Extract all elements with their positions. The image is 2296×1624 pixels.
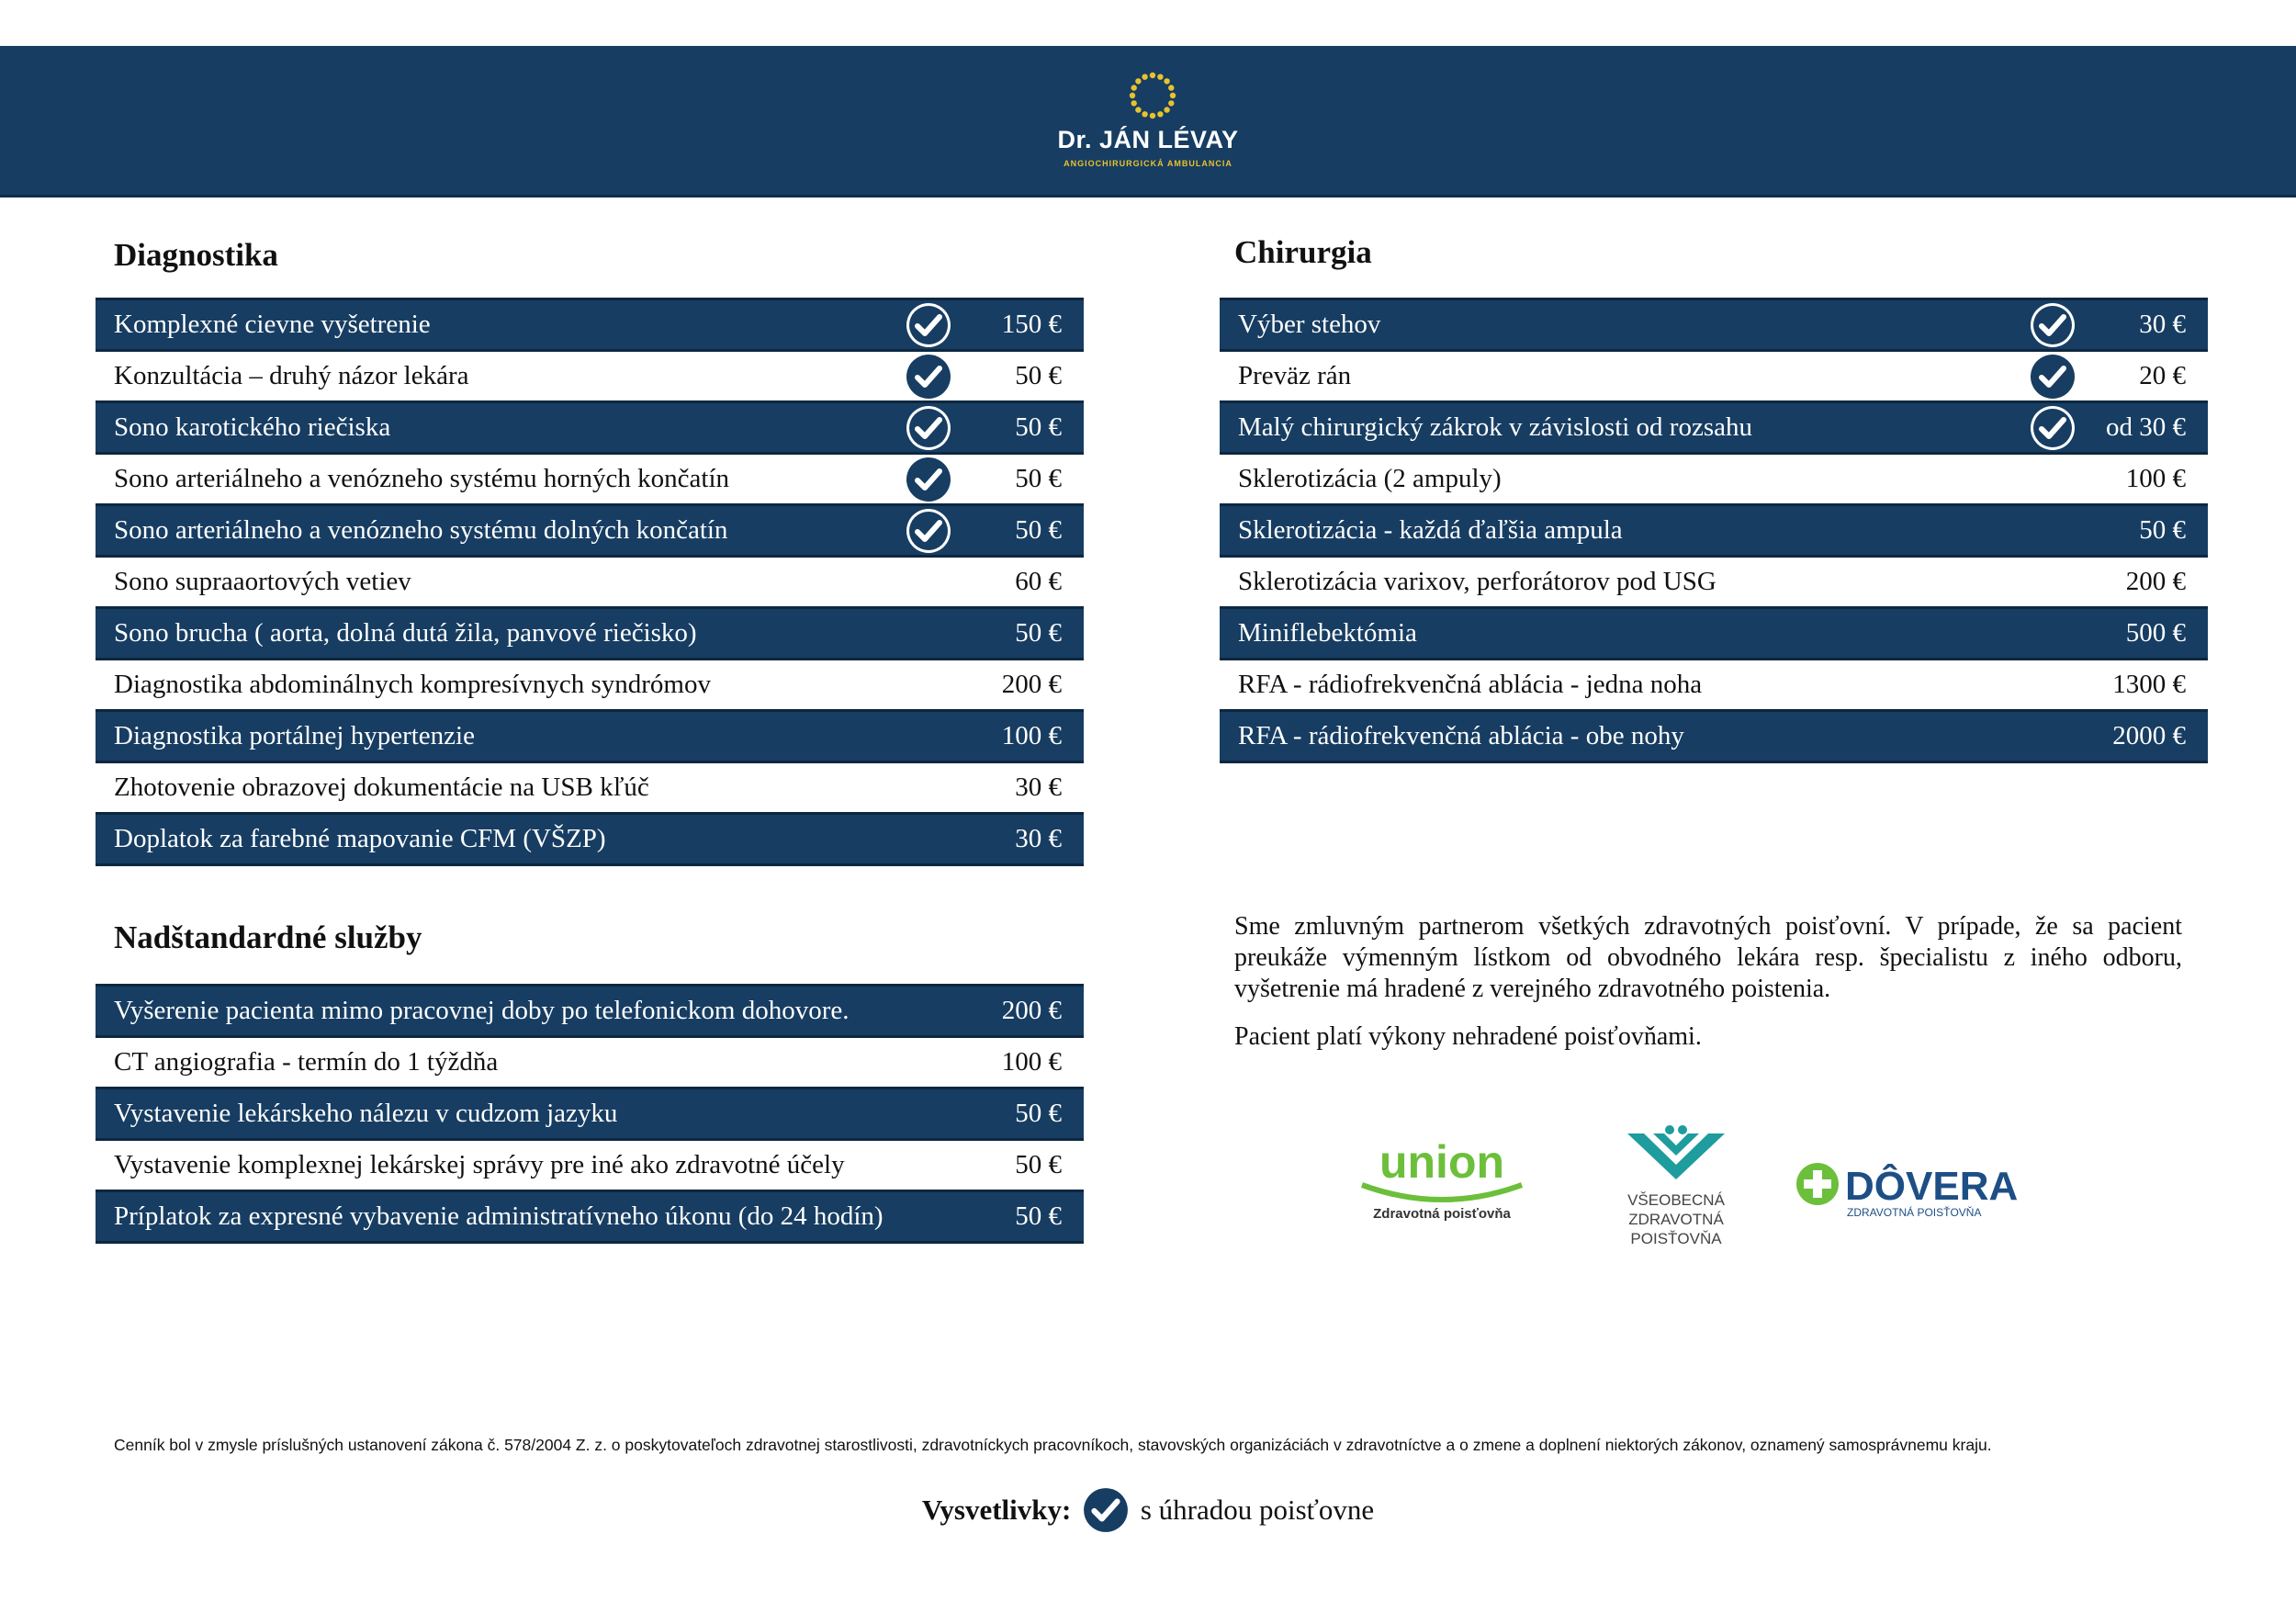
service-price: 200 € — [961, 986, 1084, 1037]
service-price: od 30 € — [2085, 402, 2208, 454]
legend-text: s úhradou poisťovne — [1140, 1494, 1375, 1527]
service-price: 100 € — [1001, 1047, 1062, 1077]
check-icon — [906, 302, 951, 348]
service-name: Sono karotického riečiska — [96, 402, 896, 454]
service-price: 200 € — [2125, 567, 2186, 596]
price-row — [96, 762, 1084, 814]
price-row — [96, 557, 1084, 608]
check-icon — [906, 354, 951, 400]
price-row — [96, 660, 1084, 711]
coverage-cell — [896, 557, 961, 608]
coverage-cell — [896, 505, 961, 557]
service-name: Vystavenie lekárskeho nálezu v cudzom jazyku — [96, 1088, 896, 1140]
service-price: 50 € — [961, 505, 1084, 557]
service-price: 500 € — [2085, 608, 2208, 660]
legal-footnote: Cenník bol v zmysle príslušných ustanovení zákona č. 578/2004 Z. z. o poskytovateľoch zdravotnej starostlivosti, zdravotníckych pracovníkoch, stavovských organizáciách v zdravotníctve a o zmene a doplnení niektorých zákonov, oznamený samosprávnemu kraju. — [114, 1436, 1992, 1454]
service-price: 50 € — [1015, 464, 1062, 493]
service-price: 50 € — [2085, 505, 2208, 557]
service-name: Miniflebektómia — [1220, 608, 2020, 660]
check-icon — [2030, 405, 2076, 451]
dovera-logo — [1795, 1159, 2020, 1224]
service-price: 50 € — [1015, 1150, 1062, 1179]
service-name: Výber stehov — [1220, 299, 2020, 351]
check-icon — [906, 405, 951, 451]
coverage-cell — [2020, 454, 2085, 505]
service-price: 200 € — [1001, 670, 1062, 699]
service-price: 100 € — [2125, 464, 2186, 493]
coverage-cell — [896, 608, 961, 660]
service-name: Doplatok za farebné mapovanie CFM (VŠZP) — [96, 814, 896, 865]
price-row — [1220, 402, 2208, 454]
service-name: Príplatok za expresné vybavenie administratívneho úkonu (do 24 hodín) — [96, 1191, 896, 1243]
service-name: Sklerotizácia (2 ampuly) — [1238, 464, 1502, 493]
check-icon — [906, 457, 951, 502]
clinic-name: Dr. JÁN LÉVAY — [1057, 126, 1239, 153]
service-name: Vyšerenie pacienta mimo pracovnej doby po telefonickom dohovore. — [96, 986, 896, 1037]
section-title-nadstandard: Nadštandardné služby — [114, 919, 422, 955]
service-price: 50 € — [1015, 361, 1062, 390]
coverage-cell — [2020, 711, 2085, 762]
service-name: Preväz rán — [1238, 361, 1352, 390]
coverage-cell — [896, 1191, 961, 1243]
section-title-chirurgia: Chirurgia — [1234, 234, 1372, 270]
service-name: Sklerotizácia varixov, perforátorov pod USG — [1238, 567, 1716, 596]
service-name: Konzultácia – druhý názor lekára — [114, 361, 469, 390]
vszp-line1: VŠEOBECNÁ — [1627, 1191, 1725, 1209]
price-row — [1220, 454, 2208, 505]
coverage-cell — [896, 1140, 961, 1191]
service-price: 30 € — [1015, 773, 1062, 802]
coverage-cell — [896, 351, 961, 402]
dovera-logo-name: DÔVERA — [1845, 1164, 2019, 1209]
union-logo-name: union — [1379, 1139, 1505, 1188]
section-title-diagnostika: Diagnostika — [114, 237, 278, 273]
coverage-cell — [2020, 557, 2085, 608]
coverage-cell — [896, 762, 961, 814]
coverage-cell — [2020, 402, 2085, 454]
service-price: 50 € — [961, 608, 1084, 660]
service-name: Komplexné cievne vyšetrenie — [96, 299, 896, 351]
service-name: RFA - rádiofrekvenčná ablácia - jedna noha — [1238, 670, 1703, 699]
price-row — [1220, 660, 2208, 711]
clinic-subtitle: ANGIOCHIRURGICKÁ AMBULANCIA — [1064, 159, 1232, 168]
coverage-cell — [896, 711, 961, 762]
service-name: Sklerotizácia - každá ďaľšia ampula — [1220, 505, 2020, 557]
legend — [0, 1489, 2296, 1537]
coverage-cell — [2020, 608, 2085, 660]
coverage-cell — [2020, 351, 2085, 402]
service-price: 100 € — [961, 711, 1084, 762]
service-name: Sono arteriálneho a venózneho systému dolných končatín — [96, 505, 896, 557]
check-icon — [906, 508, 951, 554]
logo-ring-icon — [1129, 72, 1176, 119]
info-paragraph-2: Pacient platí výkony nehradené poisťovňami. — [1234, 1022, 1702, 1051]
service-price: 150 € — [961, 299, 1084, 351]
price-row — [96, 1191, 1084, 1243]
price-row — [96, 402, 1084, 454]
service-price: 50 € — [961, 1191, 1084, 1243]
coverage-cell — [896, 1088, 961, 1140]
service-name: Sono arteriálneho a venózneho systému horných končatín — [114, 464, 730, 493]
service-price: 60 € — [1015, 567, 1062, 596]
service-price: 20 € — [2139, 361, 2186, 390]
vszp-logo — [1616, 1122, 1736, 1251]
chirurgia-table — [1220, 298, 2208, 763]
price-row — [1220, 557, 2208, 608]
vszp-line2: ZDRAVOTNÁ — [1628, 1211, 1724, 1228]
price-row — [1220, 711, 2208, 762]
service-price: 30 € — [2085, 299, 2208, 351]
coverage-cell — [896, 660, 961, 711]
service-name: Sono supraaortových vetiev — [114, 567, 411, 596]
coverage-cell — [896, 814, 961, 865]
service-price: 50 € — [961, 402, 1084, 454]
price-row — [1220, 351, 2208, 402]
price-row — [96, 1140, 1084, 1191]
coverage-cell — [2020, 299, 2085, 351]
price-row — [96, 454, 1084, 505]
price-row — [1220, 505, 2208, 557]
service-price: 50 € — [961, 1088, 1084, 1140]
price-row — [96, 505, 1084, 557]
price-row — [1220, 299, 2208, 351]
coverage-cell — [896, 454, 961, 505]
price-row — [96, 986, 1084, 1037]
price-row — [1220, 608, 2208, 660]
coverage-cell — [896, 1037, 961, 1088]
service-name: CT angiografia - termín do 1 týždňa — [114, 1047, 499, 1077]
vszp-line3: POISŤOVŇA — [1630, 1230, 1722, 1247]
price-row — [96, 1037, 1084, 1088]
service-name: Diagnostika abdominálnych kompresívnych syndrómov — [114, 670, 711, 699]
vszp-chevron-icon — [1627, 1133, 1725, 1179]
service-price: 30 € — [961, 814, 1084, 865]
legend-label: Vysvetlivky: — [921, 1494, 1072, 1527]
coverage-cell — [896, 986, 961, 1037]
service-name: Malý chirurgický zákrok v závislosti od rozsahu — [1220, 402, 2020, 454]
service-name: Sono brucha ( aorta, dolná dutá žila, panvové riečisko) — [96, 608, 896, 660]
info-paragraph-1: Sme zmluvným partnerom všetkých zdravotných poisťovní. V prípade, že sa pacient preukáže výmenným lístkom od obvodného lekára resp. špecialistu z iného odboru, vyšetrenie má hradené z verejného zdravotného poistenia. — [1234, 912, 2182, 1003]
price-row — [96, 299, 1084, 351]
dovera-logo-sub: ZDRAVOTNÁ POISŤOVŇA — [1847, 1206, 1982, 1219]
info-text — [1234, 911, 2182, 1069]
service-price: 1300 € — [2112, 670, 2186, 699]
price-row — [96, 608, 1084, 660]
coverage-cell — [896, 299, 961, 351]
coverage-cell — [2020, 505, 2085, 557]
service-name: Zhotovenie obrazovej dokumentácie na USB kľúč — [114, 773, 649, 802]
price-row — [96, 814, 1084, 865]
service-name: Diagnostika portálnej hypertenzie — [96, 711, 896, 762]
header-banner — [0, 46, 2296, 197]
check-icon — [2030, 302, 2076, 348]
coverage-cell — [896, 402, 961, 454]
service-name: RFA - rádiofrekvenčná ablácia - obe nohy — [1220, 711, 2020, 762]
nadstandard-table — [96, 984, 1084, 1244]
service-price: 2000 € — [2085, 711, 2208, 762]
union-logo — [1355, 1139, 1529, 1231]
price-row — [96, 1088, 1084, 1140]
coverage-cell — [2020, 660, 2085, 711]
diagnostika-table — [96, 298, 1084, 866]
price-row — [96, 711, 1084, 762]
service-name: Vystavenie komplexnej lekárskej správy pre iné ako zdravotné účely — [114, 1150, 845, 1179]
price-row — [96, 351, 1084, 402]
union-logo-sub: Zdravotná poisťovňa — [1373, 1206, 1511, 1222]
check-icon — [2030, 354, 2076, 400]
check-icon — [1082, 1486, 1130, 1534]
